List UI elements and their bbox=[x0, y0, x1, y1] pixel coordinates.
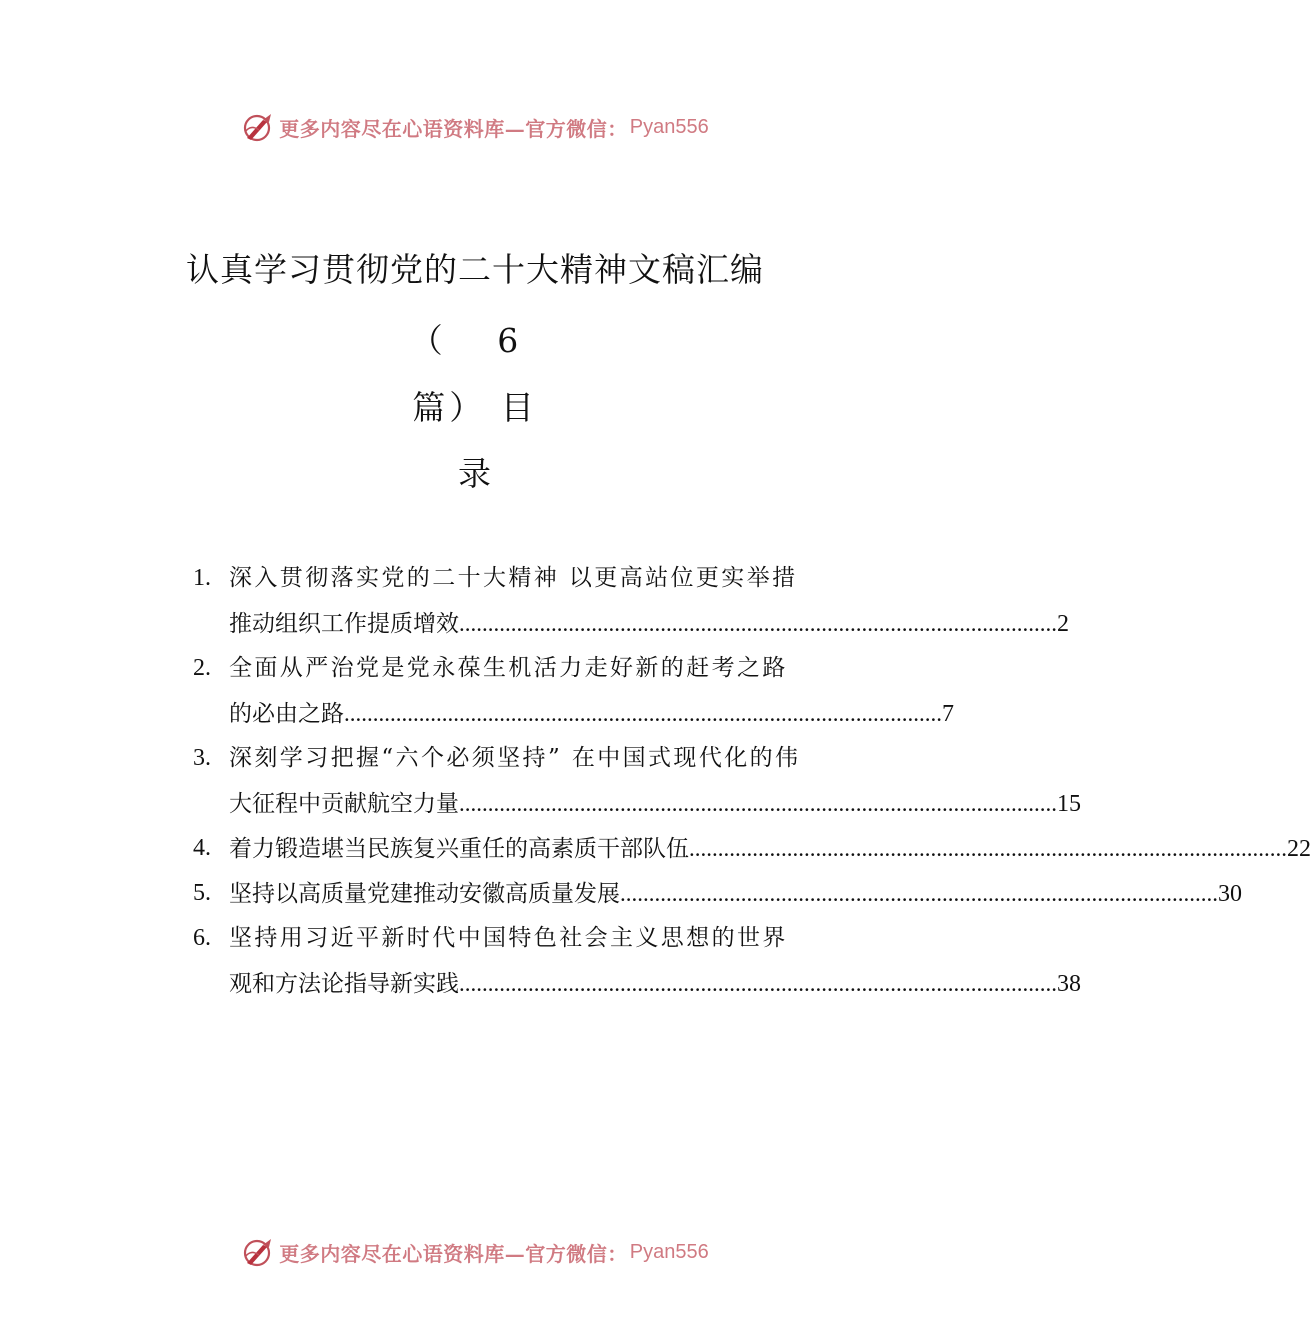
header-banner bbox=[0, 107, 950, 147]
toc-entry-title-cont: 的必由之路 ........................................................................................................ 7 bbox=[229, 691, 805, 736]
toc-heading: 录 bbox=[458, 454, 492, 493]
table-of-contents bbox=[193, 556, 1311, 1006]
toc-entry-number: 3. bbox=[193, 745, 211, 771]
document-title-count-end: 篇） 目 bbox=[412, 388, 538, 427]
dot-leader: ........................................................................................................ bbox=[620, 881, 1218, 906]
toc-entry-number: 5. bbox=[193, 880, 211, 906]
banner-text: 更多内容尽在心语资料库—官方微信： bbox=[279, 116, 628, 141]
dot-leader: ........................................................................................................ bbox=[689, 836, 1287, 861]
toc-entry[interactable] bbox=[193, 646, 954, 736]
toc-page-number: 15 bbox=[1057, 791, 1081, 817]
toc-entry-title: 深刻学习把握“六个必须坚持” 在中国式现代化的伟 bbox=[229, 745, 801, 771]
toc-entry-title-cont: 推动组织工作提质增效 ........................................................................................................ 2 bbox=[229, 601, 805, 646]
footer-banner bbox=[0, 1232, 950, 1272]
toc-entry[interactable] bbox=[193, 736, 1081, 826]
toc-entry-number: 2. bbox=[193, 655, 211, 681]
wechat-id: Pyan556 bbox=[629, 115, 709, 138]
dot-leader: ........................................................................................................ bbox=[459, 971, 1057, 996]
toc-entry[interactable] bbox=[193, 826, 1311, 871]
toc-entry-number: 1. bbox=[193, 565, 211, 591]
toc-page-number: 38 bbox=[1057, 971, 1081, 997]
document-title-count: （ 6 bbox=[409, 321, 541, 360]
toc-entry-title-cont: 观和方法论指导新实践 ........................................................................................................ 38 bbox=[229, 961, 805, 1006]
pen-logo-icon bbox=[241, 1235, 275, 1269]
toc-entry-number: 6. bbox=[193, 925, 211, 951]
toc-entry[interactable] bbox=[193, 556, 1069, 646]
toc-entry-title: 坚持用习近平新时代中国特色社会主义思想的世界 bbox=[229, 925, 788, 951]
toc-entry-title: 全面从严治党是党永葆生机活力走好新的赶考之路 bbox=[229, 655, 788, 681]
dot-leader: ........................................................................................................ bbox=[459, 791, 1057, 816]
document-title: 认真学习贯彻党的二十大精神文稿汇编 bbox=[186, 250, 764, 289]
toc-entry-title: 坚持以高质量党建推动安徽高质量发展 ........................................................................................................ 30 bbox=[229, 871, 805, 916]
pen-logo-icon bbox=[241, 110, 275, 144]
dot-leader: ........................................................................................................ bbox=[344, 701, 942, 726]
toc-page-number: 22 bbox=[1287, 836, 1311, 862]
toc-page-number: 7 bbox=[942, 701, 954, 727]
toc-entry[interactable] bbox=[193, 871, 1242, 916]
toc-entry-title: 深入贯彻落实党的二十大精神 以更高站位更实举措 bbox=[229, 565, 798, 591]
toc-page-number: 30 bbox=[1218, 881, 1242, 907]
toc-page-number: 2 bbox=[1057, 611, 1069, 637]
toc-entry-title-cont: 大征程中贡献航空力量 ........................................................................................................ 15 bbox=[229, 781, 805, 826]
toc-entry-number: 4. bbox=[193, 835, 211, 861]
toc-entry-title: 着力锻造堪当民族复兴重任的高素质干部队伍 ........................................................................................................ 22 bbox=[229, 826, 805, 871]
wechat-id: Pyan556 bbox=[629, 1240, 709, 1263]
dot-leader: ........................................................................................................ bbox=[459, 611, 1057, 636]
toc-entry[interactable] bbox=[193, 916, 1081, 1006]
banner-text: 更多内容尽在心语资料库—官方微信： bbox=[279, 1241, 628, 1266]
